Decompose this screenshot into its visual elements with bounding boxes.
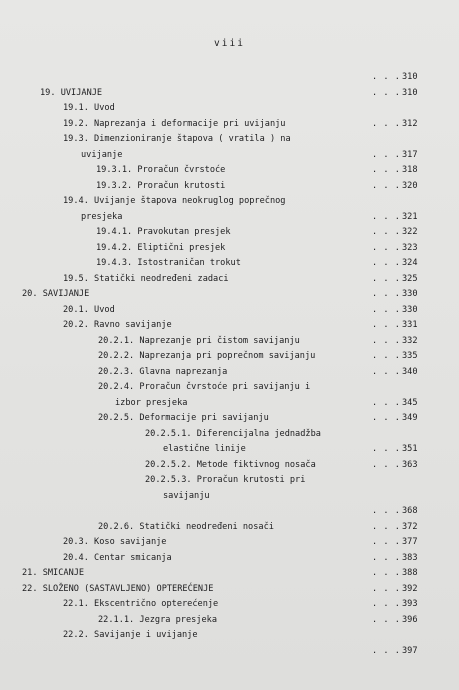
toc-entry-label: 20.2.5.1. Diferencijalna jednadžba <box>145 428 321 439</box>
toc-entry-label: 22. SLOŽENO (SASTAVLJENO) OPTEREĆENJE <box>22 583 214 594</box>
toc-entry <box>0 520 459 536</box>
toc-entry <box>0 613 459 629</box>
toc-entry <box>0 442 459 458</box>
toc-entry-page-number: 322 <box>402 227 418 237</box>
toc-entry <box>0 582 459 598</box>
toc-entry-page-number: 310 <box>402 87 418 98</box>
toc-entry <box>0 365 459 381</box>
toc-entry <box>0 225 459 241</box>
toc-entry-leader-dots: . . . <box>372 227 401 237</box>
toc-entry-leader-dots: . . . <box>372 397 401 408</box>
toc-entry-leader-dots: . . . <box>372 366 401 377</box>
toc-entry-label: 19. UVIJANJE <box>40 87 103 98</box>
toc-entry <box>0 396 459 412</box>
toc-entry-label: 20.2.5. Deformacije pri savijanju <box>98 413 269 423</box>
toc-entry-page-number: 351 <box>402 444 418 454</box>
toc-entry-leader-dots: . . . <box>372 552 401 563</box>
toc-entry-label: 20.1. Uvod <box>63 304 115 315</box>
toc-entry-leader-dots: . . . <box>372 118 401 129</box>
toc-entry <box>0 644 459 660</box>
toc-entry <box>0 194 459 210</box>
toc-entry-page-number: 325 <box>402 273 418 284</box>
toc-entry-label: uvijanje <box>81 149 123 160</box>
toc-entry-leader-dots: . . . <box>372 211 401 222</box>
toc-entry-page-number: 397 <box>402 645 418 656</box>
toc-entry <box>0 349 459 365</box>
toc-entry <box>0 287 459 303</box>
toc-entry-leader-dots: . . . <box>372 258 401 268</box>
toc-entry-page-number: 383 <box>402 552 418 563</box>
page-header: viii <box>214 38 245 49</box>
toc-entry-label: 22.1.1. Jezgra presjeka <box>98 614 217 625</box>
toc-entry-label: elastične linije <box>163 444 246 454</box>
toc-entry-label: 19.4.2. Eliptični presjek <box>96 242 226 253</box>
toc-entry-leader-dots: . . . <box>372 149 401 160</box>
toc-entry <box>0 551 459 567</box>
table-of-contents <box>0 70 459 659</box>
toc-entry-page-number: 320 <box>402 180 418 191</box>
toc-entry-label: 20.4. Centar smicanja <box>63 552 172 563</box>
toc-entry-label: 19.3.1. Proračun čvrstoće <box>96 165 226 175</box>
toc-entry-page-number: 312 <box>402 118 418 129</box>
toc-entry-page-number: 392 <box>402 583 418 594</box>
toc-entry-leader-dots: . . . <box>372 351 401 361</box>
toc-entry-page-number: 330 <box>402 304 418 315</box>
toc-entry-leader-dots: . . . <box>372 72 401 82</box>
toc-entry-label: 19.4.3. Istostraničan trokut <box>96 258 241 268</box>
toc-entry <box>0 256 459 272</box>
toc-entry-leader-dots: . . . <box>372 599 401 609</box>
toc-entry-leader-dots: . . . <box>372 537 401 547</box>
toc-entry-label: 19.4.1. Pravokutan presjek <box>96 227 231 237</box>
toc-entry-page-number: 324 <box>402 258 418 268</box>
toc-entry <box>0 117 459 133</box>
toc-entry-page-number: 310 <box>402 72 418 82</box>
toc-entry-label: 20.2.4. Proračun čvrstoće pri savijanju i <box>98 382 311 392</box>
toc-entry <box>0 504 459 520</box>
toc-entry-leader-dots: . . . <box>372 180 401 191</box>
toc-entry-leader-dots: . . . <box>372 645 401 656</box>
toc-entry-leader-dots: . . . <box>372 289 401 299</box>
toc-entry-page-number: 330 <box>402 289 418 299</box>
toc-entry-leader-dots: . . . <box>372 304 401 315</box>
toc-entry-label: 19.4. Uvijanje štapova neokruglog poprečnog <box>63 196 286 206</box>
toc-entry-page-number: 349 <box>402 413 418 423</box>
toc-entry-leader-dots: . . . <box>372 459 401 470</box>
toc-entry <box>0 101 459 117</box>
toc-entry <box>0 272 459 288</box>
toc-entry-label: 20.2.6. Statički neodređeni nosači <box>98 521 274 532</box>
toc-entry-leader-dots: . . . <box>372 320 401 330</box>
toc-entry-label: 19.3.2. Proračun krutosti <box>96 180 226 191</box>
toc-entry <box>0 70 459 86</box>
toc-entry-leader-dots: . . . <box>372 273 401 284</box>
toc-entry <box>0 380 459 396</box>
toc-entry-page-number: 321 <box>402 211 418 222</box>
toc-entry <box>0 303 459 319</box>
toc-entry <box>0 241 459 257</box>
toc-entry-leader-dots: . . . <box>372 335 401 346</box>
toc-entry <box>0 566 459 582</box>
toc-entry-page-number: 331 <box>402 320 418 330</box>
toc-entry <box>0 535 459 551</box>
toc-entry <box>0 179 459 195</box>
toc-entry-label: presjeka <box>81 211 123 222</box>
toc-entry <box>0 318 459 334</box>
toc-entry-page-number: 317 <box>402 149 418 160</box>
toc-entry-label: 20.2.3. Glavna naprezanja <box>98 366 228 377</box>
toc-entry-leader-dots: . . . <box>372 87 401 98</box>
toc-entry-leader-dots: . . . <box>372 583 401 594</box>
toc-entry-label: 20.2.1. Naprezanje pri čistom savijanju <box>98 335 300 346</box>
toc-entry-label: izbor presjeka <box>115 397 188 408</box>
toc-entry-page-number: 332 <box>402 335 418 346</box>
toc-entry-leader-dots: . . . <box>372 521 401 532</box>
toc-entry <box>0 86 459 102</box>
toc-entry-page-number: 340 <box>402 366 418 377</box>
toc-entry-page-number: 363 <box>402 459 418 470</box>
toc-entry <box>0 334 459 350</box>
toc-entry-label: 19.3. Dimenzioniranje štapova ( vratila ) na <box>63 134 291 144</box>
toc-entry-page-number: 368 <box>402 506 418 516</box>
toc-entry-leader-dots: . . . <box>372 614 401 625</box>
toc-entry-label: 20.3. Koso savijanje <box>63 537 167 547</box>
toc-entry-page-number: 345 <box>402 397 418 408</box>
toc-entry-page-number: 335 <box>402 351 418 361</box>
toc-entry <box>0 411 459 427</box>
toc-entry-page-number: 393 <box>402 599 418 609</box>
toc-entry-label: 19.5. Statički neodređeni zadaci <box>63 273 229 284</box>
toc-entry-label: 20.2.2. Naprezanja pri poprečnom savijanju <box>98 351 316 361</box>
toc-entry-leader-dots: . . . <box>372 165 401 175</box>
toc-entry-label: savijanju <box>163 490 210 501</box>
toc-entry-label: 20. SAVIJANJE <box>22 289 90 299</box>
toc-entry <box>0 597 459 613</box>
toc-entry-label: 19.1. Uvod <box>63 103 115 113</box>
toc-entry <box>0 489 459 505</box>
toc-entry-label: 20.2.5.3. Proračun krutosti pri <box>145 475 306 485</box>
toc-entry <box>0 458 459 474</box>
toc-entry-label: 19.2. Naprezanja i deformacije pri uvijanju <box>63 118 286 129</box>
toc-entry-label: 22.1. Ekscentrično opterećenje <box>63 599 219 609</box>
toc-entry-leader-dots: . . . <box>372 413 401 423</box>
toc-entry <box>0 148 459 164</box>
toc-entry <box>0 163 459 179</box>
toc-entry-page-number: 396 <box>402 614 418 625</box>
toc-entry-label: 20.2. Ravno savijanje <box>63 320 172 330</box>
toc-entry <box>0 473 459 489</box>
toc-entry-label: 21. SMICANJE <box>22 568 85 578</box>
toc-entry <box>0 210 459 226</box>
toc-entry-leader-dots: . . . <box>372 444 401 454</box>
toc-entry-page-number: 323 <box>402 242 418 253</box>
toc-entry <box>0 427 459 443</box>
toc-entry-label: 20.2.5.2. Metode fiktivnog nosača <box>145 459 316 470</box>
toc-entry-page-number: 318 <box>402 165 418 175</box>
toc-entry-page-number: 372 <box>402 521 418 532</box>
toc-entry-label: 22.2. Savijanje i uvijanje <box>63 630 198 640</box>
toc-entry-page-number: 388 <box>402 568 418 578</box>
toc-entry-leader-dots: . . . <box>372 506 401 516</box>
toc-entry <box>0 132 459 148</box>
toc-entry-leader-dots: . . . <box>372 242 401 253</box>
toc-entry <box>0 628 459 644</box>
toc-entry-page-number: 377 <box>402 537 418 547</box>
toc-entry-leader-dots: . . . <box>372 568 401 578</box>
